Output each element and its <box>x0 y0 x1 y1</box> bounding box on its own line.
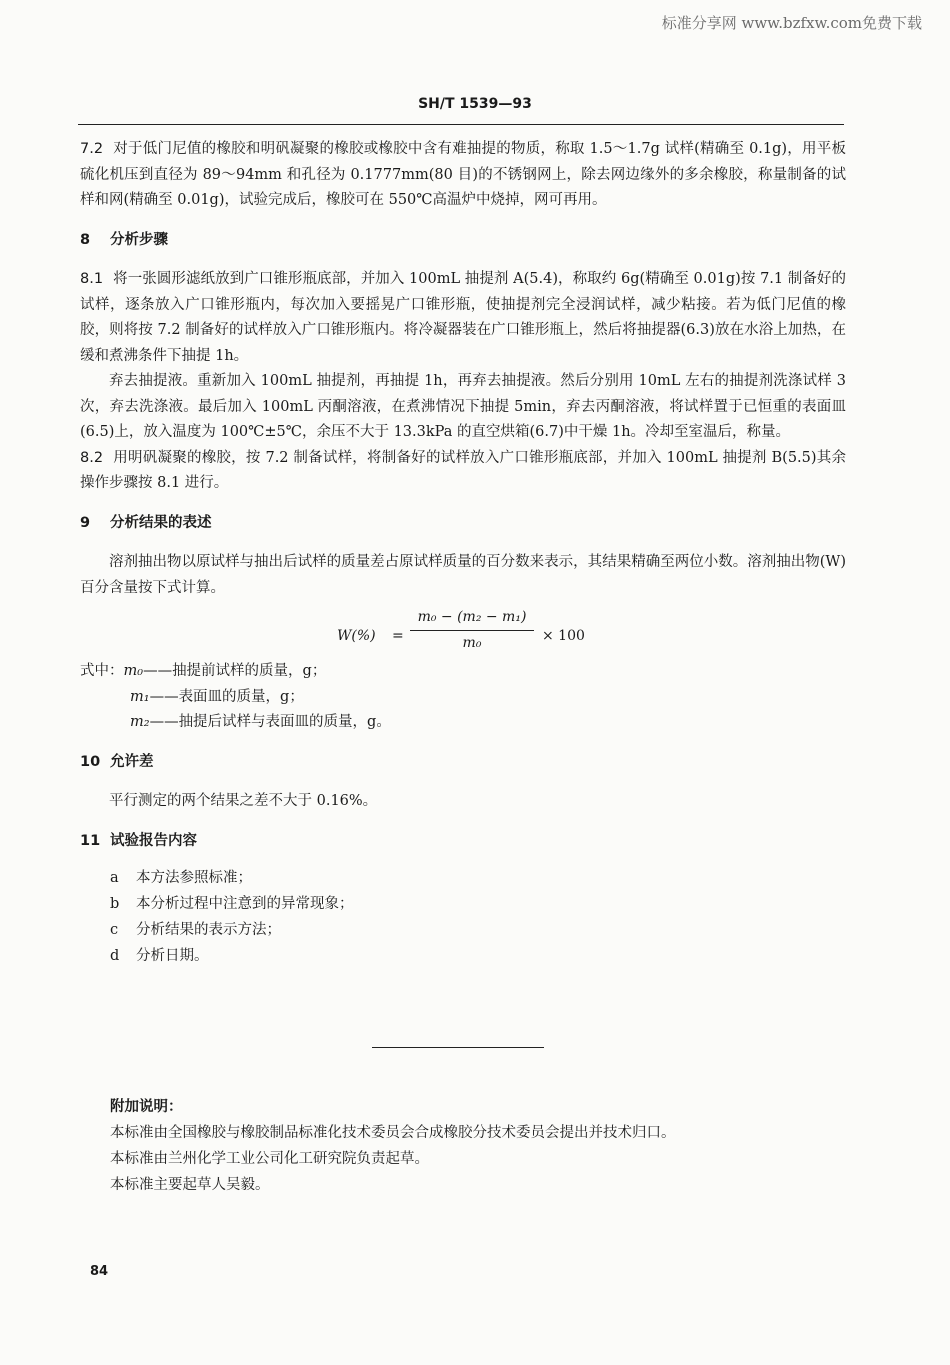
clause-8-1 <box>80 267 846 369</box>
clause-text: 对于低门尼值的橡胶和明矾凝聚的橡胶或橡胶中含有难抽提的物质，称取 1.5～1.7g 试样(精确至 0.1g)，用平板硫化机压到直径为 89～94mm 和孔径为 0.1777mm(80 目)的不锈钢网上，除去网边缘外的多余橡胶，称量制备的试样和网(精确至 0.01g)，试验完成后，橡胶可在 550℃高温炉中烧掉，网可再用。 <box>80 141 846 208</box>
section-11-heading <box>80 829 846 855</box>
where-line-m1 <box>80 685 846 711</box>
formula <box>80 607 846 659</box>
list-item <box>80 865 846 891</box>
clause-text: 将一张圆形滤纸放到广口锥形瓶底部，并加入 100mL 抽提剂 A(5.4)，称取约 6g(精确至 0.01g)按 7.1 制备好的试样，逐条放入广口锥形瓶内，每次加入要摇晃广口锥形瓶，使抽提剂完全浸润试样，减少粘接。若为低门尼值的橡胶，则将按 7.2 制备好的试样放入广口锥形瓶内。将冷凝器装在广口锥形瓶上，然后将抽提器(6.3)放在水浴上加热，在缓和煮沸条件下抽提 1h。 <box>80 271 846 364</box>
section-number: 8 <box>80 231 91 248</box>
formula-multiplier: × 100 <box>542 628 585 644</box>
clause-8-2 <box>80 446 846 497</box>
appendix-line: 本标准主要起草人吴毅。 <box>110 1177 270 1193</box>
symbol: m₂ <box>130 714 150 730</box>
formula-lhs: W(%) <box>337 628 376 644</box>
list-letter: d <box>110 948 120 964</box>
symbol: m₁ <box>130 688 150 705</box>
formula-numerator: m₀ − (m₂ − m₁) <box>417 609 527 625</box>
section-title: 分析结果的表述 <box>110 514 212 531</box>
section-title: 分析步骤 <box>110 231 168 248</box>
list-letter: a <box>110 870 119 886</box>
formula-fraction <box>410 607 534 653</box>
appendix-line: 本标准由兰州化学工业公司化工研究院负责起草。 <box>110 1151 429 1167</box>
section-title: 允许差 <box>110 753 154 770</box>
section-number: 9 <box>80 514 91 531</box>
list-letter: b <box>110 896 120 912</box>
symbol-definition: ——抽提后试样与表面皿的质量，g。 <box>149 714 391 730</box>
symbol: m₀ <box>123 663 144 679</box>
list-item <box>80 943 846 969</box>
list-item <box>80 891 846 917</box>
list-item <box>80 917 846 943</box>
section-8-heading <box>80 228 846 254</box>
list-text: 分析日期。 <box>136 948 209 964</box>
appendix-line: 本标准由全国橡胶与橡胶制品标准化技术委员会合成橡胶分技术委员会提出并技术归口。 <box>110 1125 676 1141</box>
header-rule <box>78 124 844 125</box>
page-number: 84 <box>90 1264 109 1279</box>
symbol-definition: ——抽提前试样的质量，g； <box>143 663 327 679</box>
section-number: 10 <box>80 753 101 770</box>
where-line-m0 <box>80 659 846 685</box>
document-body <box>80 137 846 969</box>
formula-denominator: m₀ <box>462 635 482 651</box>
list-text: 本分析过程中注意到的异常现象； <box>136 896 354 912</box>
formula-equals: = <box>392 628 404 644</box>
section-number: 11 <box>80 832 101 849</box>
list-text: 本方法参照标准； <box>136 870 252 886</box>
list-letter: c <box>110 922 119 938</box>
clause-number: 8.1 <box>80 271 104 287</box>
section-title: 试验报告内容 <box>110 832 197 849</box>
watermark: 标准分享网 www.bzfxw.com免费下载 <box>661 14 922 32</box>
clause-7-2 <box>80 137 846 214</box>
clause-number: 7.2 <box>80 141 104 157</box>
section-10-heading <box>80 750 846 776</box>
appendix-title: 附加说明： <box>110 1099 183 1115</box>
fraction-bar <box>410 630 534 631</box>
clause-8-1-continued: 弃去抽提液。重新加入 100mL 抽提剂，再抽提 1h，再弃去抽提液。然后分别用 10mL 左右的抽提剂洗涤试样 3 次，弃去洗涤液。最后加入 100mL 丙酮溶液，在煮沸情况下抽提 5min，弃去丙酮溶液，将试样置于已恒重的表面皿(6.5)上，放入温度为 100℃±5℃，余压不大于 13.3kPa 的直空烘箱(6.7)中干燥 1h。冷却至室温后，称量。 <box>80 373 846 440</box>
clause-number: 8.2 <box>80 449 104 466</box>
appendix <box>110 1094 850 1198</box>
section-9-intro: 溶剂抽出物以原试样与抽出后试样的质量差占原试样质量的百分数来表示，其结果精确至两位小数。溶剂抽出物(W)百分含量按下式计算。 <box>80 554 846 596</box>
list-text: 分析结果的表示方法； <box>136 922 281 938</box>
standard-code: SH/T 1539—93 <box>418 96 532 112</box>
where-label: 式中： <box>80 663 124 679</box>
symbol-definition: ——表面皿的质量，g； <box>149 688 304 705</box>
section-9-heading <box>80 511 846 537</box>
section-10-text: 平行测定的两个结果之差不大于 0.16%。 <box>109 793 378 809</box>
where-line-m2 <box>80 710 846 736</box>
clause-text: 用明矾凝聚的橡胶，按 7.2 制备试样，将制备好的试样放入广口锥形瓶底部，并加入 100mL 抽提剂 B(5.5)其余操作步骤按 8.1 进行。 <box>80 449 846 491</box>
separator-rule <box>372 1047 544 1048</box>
